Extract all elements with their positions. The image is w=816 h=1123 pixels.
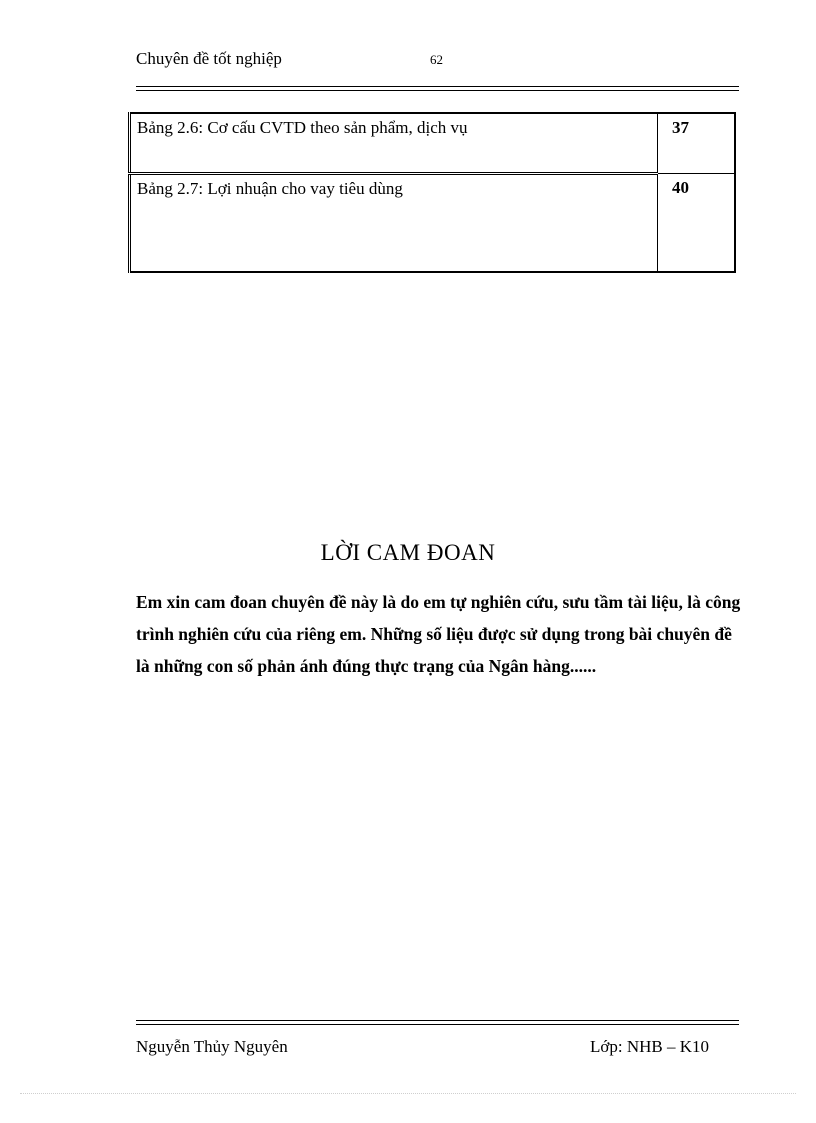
- class-label: Lớp: NHB – K10: [590, 1037, 710, 1056]
- footer-divider: [136, 1020, 739, 1025]
- declaration-heading: LỜI CAM ĐOAN: [320, 540, 496, 565]
- table-row: [130, 174, 736, 273]
- author-name: Nguyễn Thủy Nguyên: [136, 1037, 288, 1056]
- table-entry-page: 37: [658, 113, 736, 174]
- table-of-tables: [128, 112, 736, 273]
- page-number: 62: [430, 52, 443, 67]
- table-entry-label: Bảng 2.6: Cơ cấu CVTD theo sản phẩm, dịch vụ: [130, 113, 658, 174]
- document-title: Chuyên đề tốt nghiệp: [136, 49, 282, 68]
- table-row: [130, 113, 736, 174]
- page-edge-divider: [20, 1093, 796, 1094]
- table-entry-label: Bảng 2.7: Lợi nhuận cho vay tiêu dùng: [130, 174, 658, 273]
- declaration-body: Em xin cam đoan chuyên đề này là do em tự nghiên cứu, sưu tầm tài liệu, là công trình nghiên cứu của riêng em. Những số liệu được sử dụng trong bài chuyên đề là những con số phản ánh đúng thực trạng của Ngân hàng......: [136, 592, 741, 676]
- header-divider: [136, 86, 739, 91]
- table-entry-page: 40: [658, 174, 736, 273]
